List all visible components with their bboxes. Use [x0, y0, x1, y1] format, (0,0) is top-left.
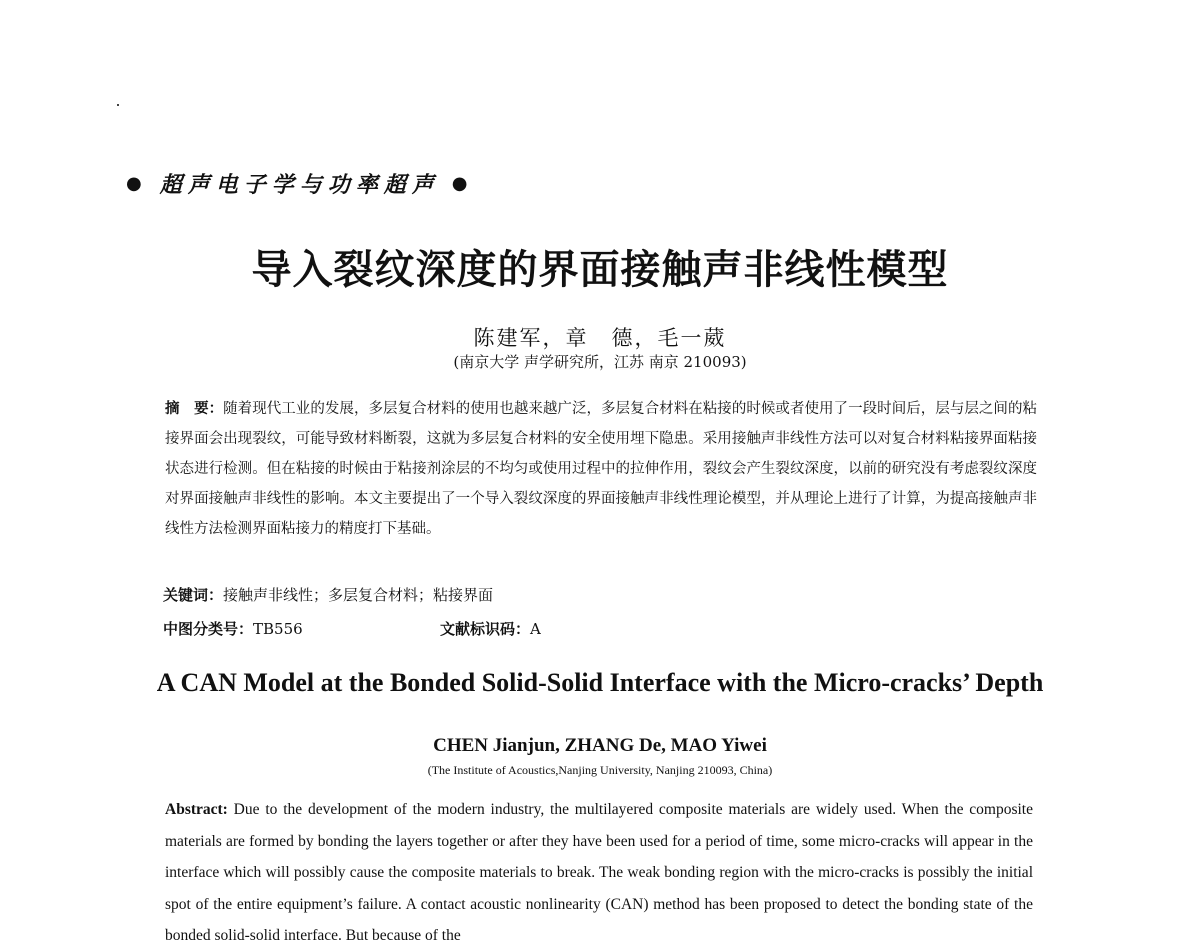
- document-code-label: 文献标识码：: [440, 620, 531, 638]
- affiliation-cn: (南京大学 声学研究所，江苏 南京 210093): [453, 353, 747, 371]
- keywords-value: 接触声非线性；多层复合材料；粘接界面: [223, 586, 494, 604]
- paper-title-en: A CAN Model at the Bonded Solid-Solid Interface with the Micro-cracks’ Depth: [156, 668, 1044, 697]
- abstract-en: [165, 794, 1033, 952]
- authors-cn: 陈建军，章 德，毛一葳: [473, 326, 727, 350]
- section-header-text: 超声电子学与功率超声: [159, 172, 440, 198]
- section-header: [126, 168, 473, 199]
- paper-title-cn: 导入裂纹深度的界面接触声非线性模型: [251, 247, 949, 293]
- classification-label: 中图分类号：: [163, 620, 254, 638]
- abstract-cn: [165, 394, 1037, 544]
- abstract-en-label: Abstract:: [165, 801, 228, 818]
- document-code: [440, 618, 541, 639]
- document-code-value: A: [530, 620, 541, 638]
- bullet-left-icon: ●: [126, 173, 148, 194]
- authors-en: CHEN Jianjun, ZHANG De, MAO Yiwei: [433, 735, 767, 756]
- classification-value: TB556: [253, 620, 303, 638]
- abstract-en-text: Due to the development of the modern industry, the multilayered composite materials are widely used. When the composite materials are formed by bonding the layers together or after they have been used for a period of time, some micro-cracks will appear in the interface which will possibly cause the composite materials to break. The weak bonding region with the micro-cracks is possibly the initial spot of the entire equipment’s failure. A contact acoustic nonlinearity (CAN) method has been proposed to detect the bonding state of the bonded solid-solid interface. But because of the: [165, 801, 1033, 944]
- classification-number: [163, 618, 303, 639]
- keywords: [163, 584, 493, 605]
- keywords-label: 关键词：: [163, 586, 224, 604]
- abstract-cn-label: 摘 要：: [165, 401, 224, 417]
- affiliation-en: (The Institute of Acoustics,Nanjing University, Nanjing 210093, China): [427, 763, 773, 777]
- abstract-cn-text: 随着现代工业的发展，多层复合材料的使用也越来越广泛，多层复合材料在粘接的时候或者使用了一段时间后，层与层之间的粘接界面会出现裂纹，可能导致材料断裂，这就为多层复合材料的安全使用埋下隐患。采用接触声非线性方法可以对复合材料粘接界面粘接状态进行检测。但在粘接的时候由于粘接剂涂层的不均匀或使用过程中的拉伸作用，裂纹会产生裂纹深度，以前的研究没有考虑裂纹深度对界面接触声非线性的影响。本文主要提出了一个导入裂纹深度的界面接触声非线性理论模型，并从理论上进行了计算，为提高接触声非线性方法检测界面粘接力的精度打下基础。: [165, 401, 1037, 537]
- bullet-right-icon: ●: [451, 173, 474, 194]
- scan-speck: [117, 104, 119, 106]
